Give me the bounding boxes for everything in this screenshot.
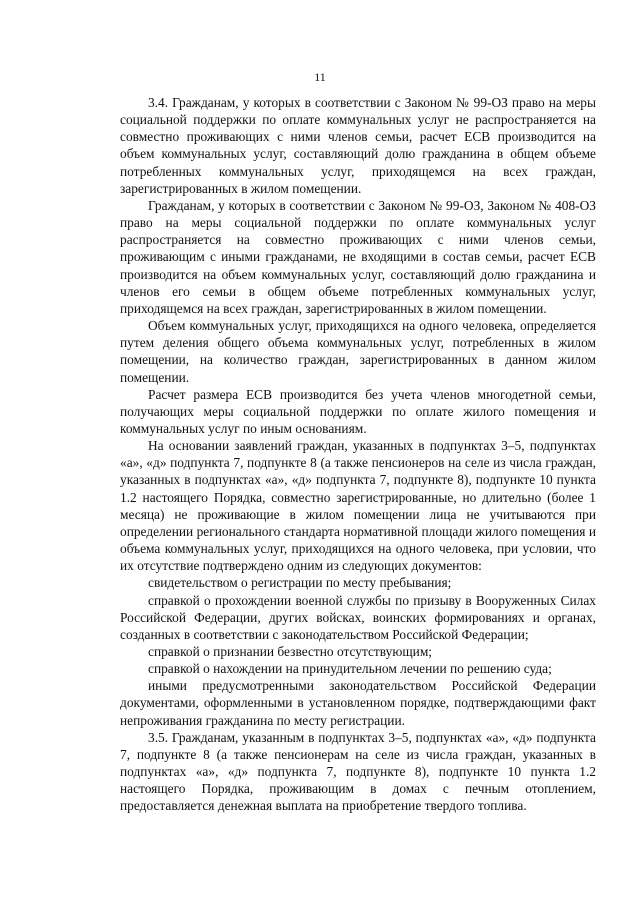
paragraph-family-members: Гражданам, у которых в соответствии с Законом № 99-ОЗ, Законом № 408-ОЗ право на меры социальной поддержки по оплате коммунальных услуг распространяется на совместно проживающих с ними членов семьи, проживающим с иными гражданами, не входящими в состав семьи, расчет ЕСВ производится на объем коммунальных услуг, составляющий долю гражданина и членов его семьи в общем объеме потребленных коммунальных услуг, приходящемся на всех граждан, зарегистрированных в жилом помещении. [120, 197, 596, 316]
document-body [120, 94, 596, 815]
paragraph-3-4: 3.4. Гражданам, у которых в соответствии с Законом № 99-ОЗ право на меры социальной поддержки по оплате коммунальных услуг не распространяется на совместно проживающих с ними членов семьи, расчет ЕСВ производится на объем коммунальных услуг, составляющий долю гражданина в общем объеме потребленных коммунальных услуг, приходящемся на всех граждан, зарегистрированных в жилом помещении. [120, 95, 596, 196]
paragraph-3-5: 3.5. Гражданам, указанным в подпунктах 3–5, подпунктах «а», «д» подпункта 7, подпункте 8 (а также пенсионерам на селе из числа граждан, указанных в подпунктах «а», «д» подпункта 7, подпункте 8), подпункте 10 пункта 1.2 настоящего Порядка, проживающим в домах с печным отоплением, предоставляется денежная выплата на приобретение твердого топлива. [120, 729, 596, 814]
page-number: 11 [314, 70, 326, 84]
list-item-military-service: справкой о прохождении военной службы по призыву в Вооруженных Силах Российской Федерации, других войсках, воинских формированиях и органах, созданных в соответствии с законодательством Российской Федерации; [120, 592, 596, 642]
paragraph-large-family: Расчет размера ЕСВ производится без учета членов многодетной семьи, получающих меры социальной поддержки по оплате жилого помещения и коммунальных услуг по иным основаниям. [120, 386, 596, 436]
paragraph-absent-persons: На основании заявлений граждан, указанных в подпунктах 3–5, подпунктах «а», «д» подпункта 7, подпункте 8 (а также пенсионеров на селе из числа граждан, указанных в подпунктах «а», «д» подпункта 7, подпункте 8), подпункте 10 пункта 1.2 настоящего Порядка, совместно зарегистрированные, но длительно (более 1 месяца) не проживающие в жилом помещении лица не учитываются при определении регионального стандарта нормативной площади жилого помещения и объема коммунальных услуг, приходящихся на одного человека, при условии, что их отсутствие подтверждено одним из следующих документов: [120, 438, 596, 574]
list-item-compulsory-treatment: справкой о нахождении на принудительном лечении по решению суда; [148, 661, 552, 677]
list-item-other-documents: иными предусмотренными законодательством Российской Федерации документами, оформленными в установленном порядке, подтверждающими факт непроживания гражданина по месту регистрации. [120, 678, 596, 728]
list-item-registration-certificate: свидетельством о регистрации по месту пребывания; [148, 575, 452, 591]
paragraph-volume-per-person: Объем коммунальных услуг, приходящихся на одного человека, определяется путем деления общего объема коммунальных услуг, потребленных в жилом помещении, на количество граждан, зарегистрированных в данном жилом помещении. [120, 318, 596, 385]
list-item-missing-person: справкой о признании безвестно отсутствующим; [148, 644, 433, 659]
